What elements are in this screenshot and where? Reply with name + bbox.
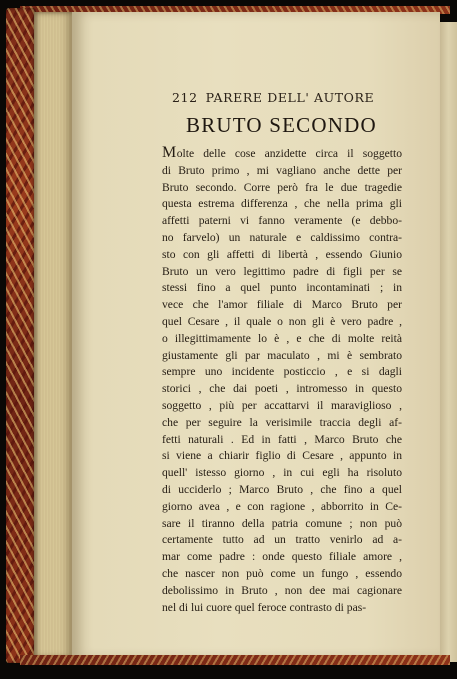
running-head-text: PARERE DELL' AUTORE	[205, 90, 375, 105]
text-line: certamente tutto ad un tratto venirlo ad a-	[162, 533, 402, 547]
text-line: sempre uno incidente posticcio , e si dagli	[162, 365, 402, 379]
text-line: di ucciderlo ; Marco Bruto , che fino a quel	[162, 482, 402, 496]
text-line: Bruto un vero legittimo padre di figli per se	[162, 264, 402, 278]
text-line: questa estrema differenza , che nella prima gli	[162, 197, 402, 211]
text-line: Molte delle cose anzidette circa il soggetto	[162, 146, 402, 161]
chapter-title: BRUTO SECONDO	[186, 113, 377, 137]
text-line: o illegittimamente lo è , e che di molte reità	[162, 331, 402, 345]
text-line: stessi fino a quel punto incontaminati ; in	[162, 281, 402, 295]
running-header	[172, 90, 375, 105]
text-line: giustamente gli par maculato , mi è sembrato	[162, 348, 402, 362]
text-line: no farvelo) un naturale e caldissimo contra-	[162, 230, 402, 244]
text-line: di Bruto primo , mi vagliano anche dette per	[162, 163, 402, 177]
page-number: 212	[172, 90, 198, 105]
body-text	[162, 146, 402, 616]
text-line: soggetto , più per accattarvi il maraviglioso ,	[162, 398, 402, 412]
text-line: sare il tiranno della patria comune ; non può	[162, 516, 402, 530]
text-line: giorno avea , e con ragione , abborrito in Ce-	[162, 499, 402, 513]
text-line: debolissimo in Bruto , non dee mai cagionare	[162, 583, 402, 597]
text-line: nel di lui cuore quel feroce contrasto di pas-	[162, 600, 367, 614]
text-line: quell' istesso giorno , in cui egli ha risoluto	[162, 466, 402, 480]
next-page-edge	[440, 22, 457, 662]
text-line: quel Cesare , il quale o non gli è vero padre ,	[162, 314, 402, 328]
text-line: che nascer non può come un fungo , essendo	[162, 566, 402, 580]
text-line: che per seguire la verisimile traccia degli af-	[162, 415, 402, 429]
text-line: affetti paterni vi fanno veramente (e debbo-	[162, 214, 402, 228]
text-line: vece che l'amor filiale di Marco Bruto per	[162, 298, 402, 312]
initial-capital: M	[162, 146, 177, 161]
text-line: si viene a chiarir figlio di Cesare , appunto in	[162, 449, 402, 463]
page-edges	[34, 12, 74, 658]
text-line: sto con gli affetti di libertà , essendo Giunio	[162, 247, 402, 261]
text-line: fetti naturali . Ed in fatti , Marco Bruto che	[162, 432, 402, 446]
text-line: Bruto secondo. Corre però fra le due tragedie	[162, 180, 402, 194]
text-line: storici , che dai poeti , intromesso in questo	[162, 382, 402, 396]
marbled-board-left	[6, 8, 36, 663]
marbled-board-bottom	[20, 655, 450, 665]
text-line: mar come padre : onde questo filiale amore ,	[162, 550, 402, 564]
